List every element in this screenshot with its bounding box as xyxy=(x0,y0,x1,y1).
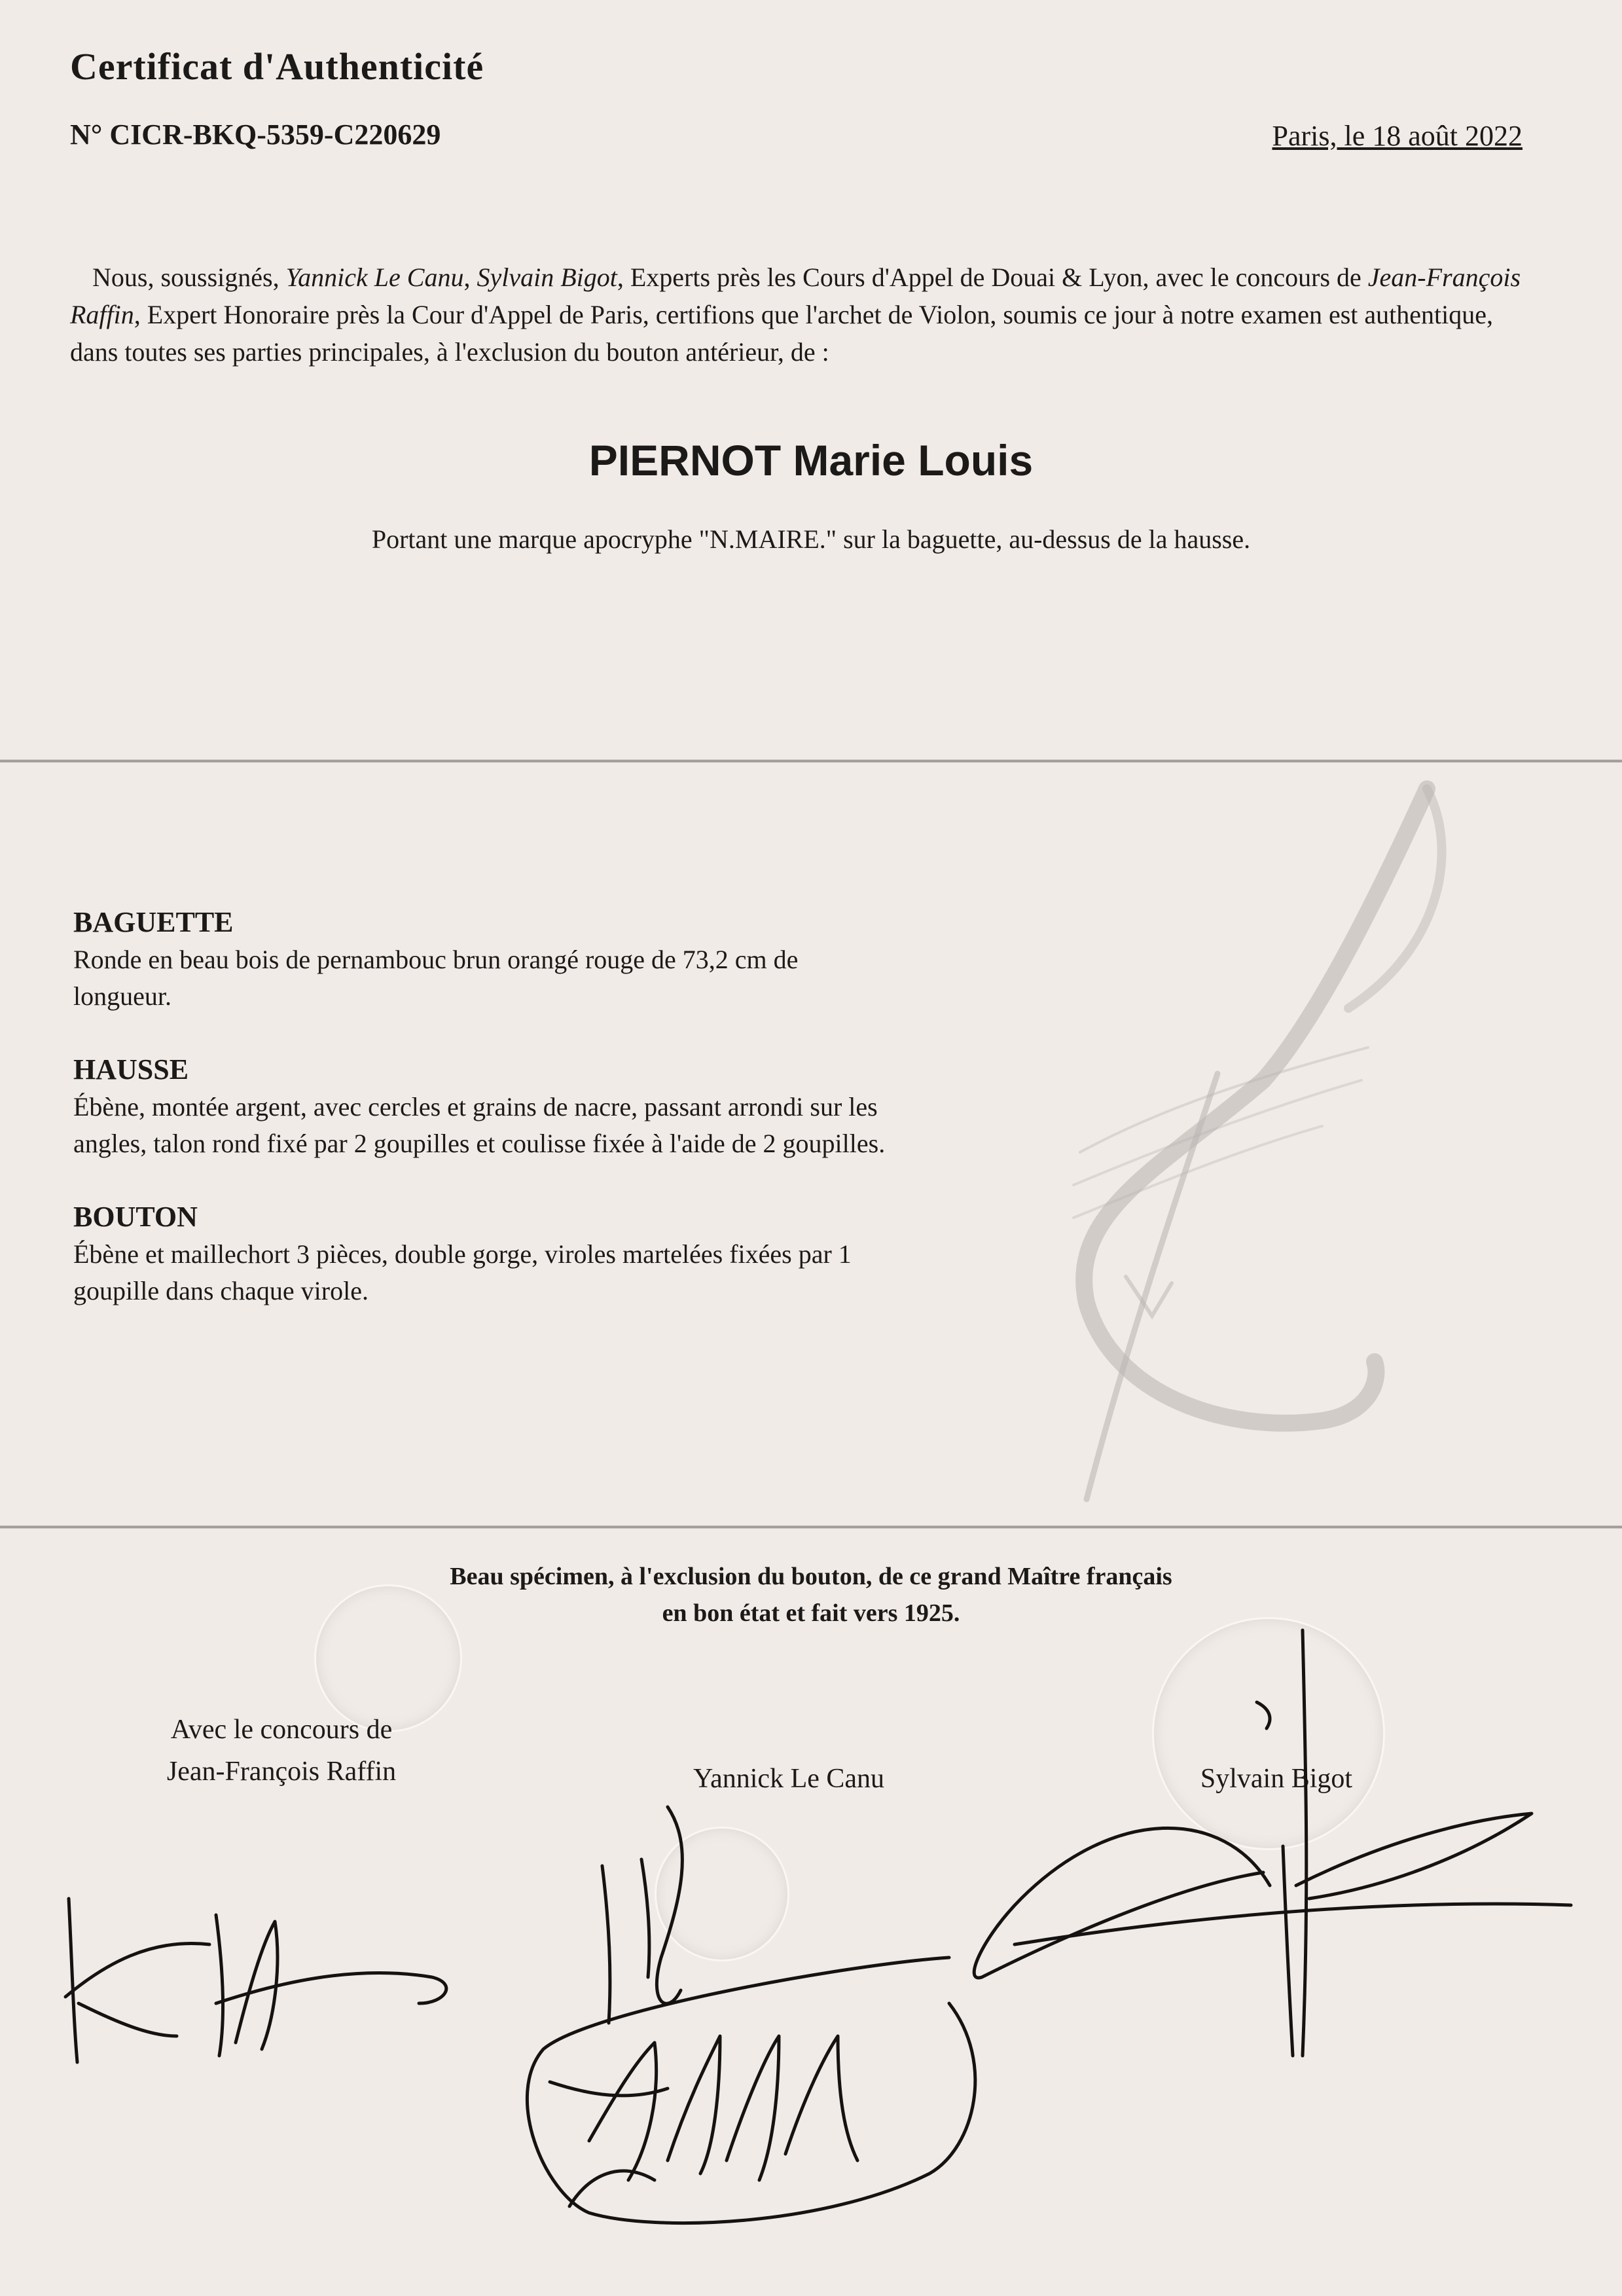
place-date: Paris, le 18 août 2022 xyxy=(1272,120,1523,152)
closing-line: en bon état et fait vers 1925. xyxy=(662,1599,960,1627)
signature-center xyxy=(527,1807,975,2223)
section-body-line: longueur. xyxy=(73,981,171,1011)
maker-name: PIERNOT Marie Louis xyxy=(588,436,1034,484)
signatory-center-name: Yannick Le Canu xyxy=(693,1764,885,1794)
expert-1-name: Yannick Le Canu xyxy=(285,263,464,292)
expert-2-name: Sylvain Bigot xyxy=(477,263,617,292)
signature-left xyxy=(65,1899,446,2062)
section-body-line: Ébène et maillechort 3 pièces, double gorge, viroles martelées fixées par 1 xyxy=(73,1239,852,1269)
statement-prefix: Nous, soussignés, xyxy=(92,263,286,292)
honorary-expert-name: Jean-François Raffin xyxy=(70,263,1521,329)
closing-line: Beau spécimen, à l'exclusion du bouton, de ce grand Maître français xyxy=(450,1563,1172,1590)
signatory-left-name: Jean-François Raffin xyxy=(166,1757,397,1787)
section-body-line: Ronde en beau bois de pernambouc brun orangé rouge de 73,2 cm de xyxy=(73,945,799,974)
signatory-left-line: Avec le concours de xyxy=(170,1715,393,1745)
statement-mid: , Experts près les Cours d'Appel de Douai & Lyon, avec le concours de xyxy=(617,263,1368,292)
section-heading: BAGUETTE xyxy=(73,906,234,938)
signatory-right-name: Sylvain Bigot xyxy=(1200,1764,1353,1794)
section-body-line: angles, talon rond fixé par 2 goupilles et coulisse fixée à l'aide de 2 goupilles. xyxy=(73,1129,886,1158)
maker-note: Portant une marque apocryphe "N.MAIRE." sur la baguette, au-dessus de la hausse. xyxy=(371,524,1251,554)
section-body-line: goupille dans chaque virole. xyxy=(73,1276,369,1305)
statement-sep: , xyxy=(463,263,477,292)
statement-suffix: , Expert Honoraire près la Cour d'Appel de Paris, certifions que l'archet de Violon, soumis ce jour à notre examen est authentique, dans toutes ses parties principales, à l'exclusion du bouton antérieur, de : xyxy=(70,300,1493,367)
certificate-title: Certificat d'Authenticité xyxy=(70,45,484,88)
section-heading: HAUSSE xyxy=(73,1053,189,1085)
certificate-number: N° CICR-BKQ-5359-C220629 xyxy=(70,118,441,151)
section-body-line: Ébène, montée argent, avec cercles et grains de nacre, passant arrondi sur les xyxy=(73,1092,878,1121)
section-heading: BOUTON xyxy=(73,1201,198,1233)
signature-right xyxy=(974,1630,1571,2056)
